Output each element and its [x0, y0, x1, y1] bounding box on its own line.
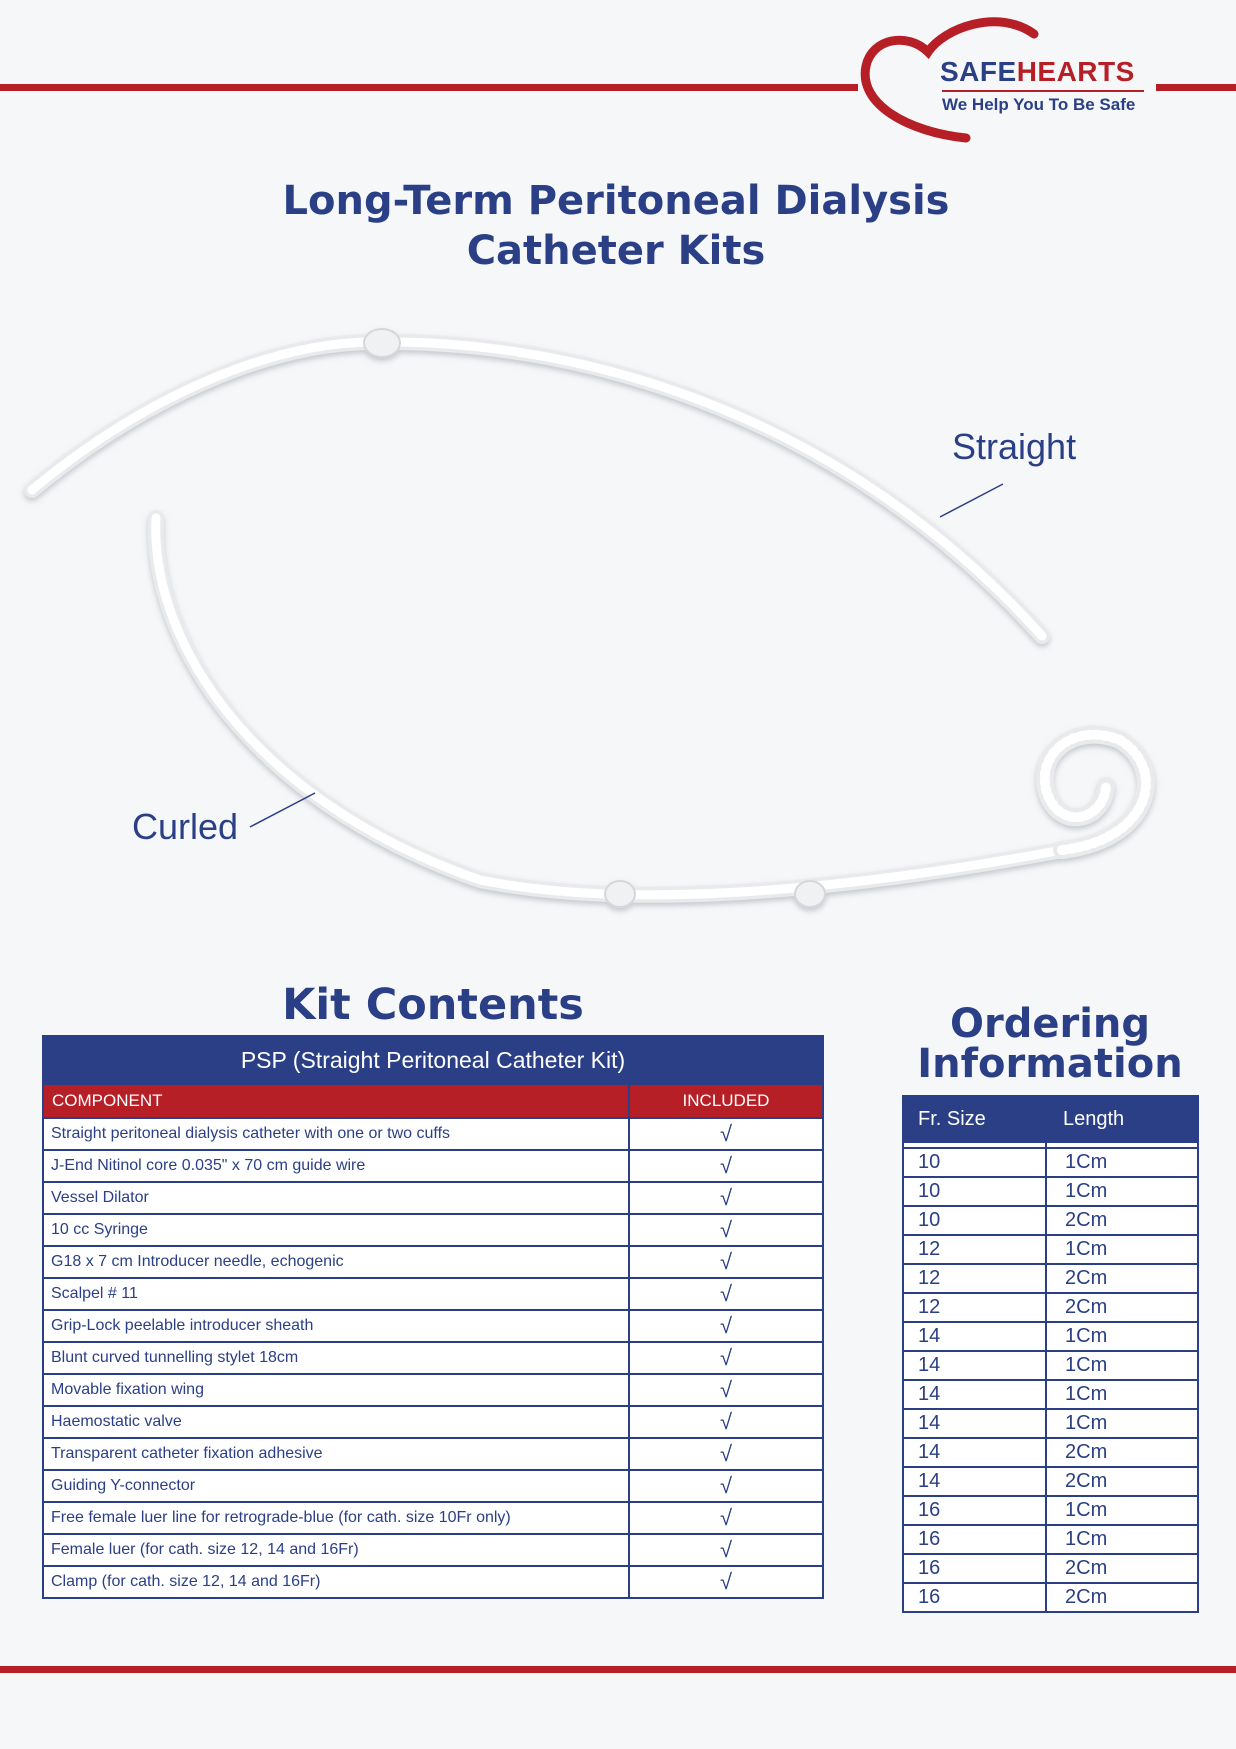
size-cell: 16: [903, 1583, 1046, 1612]
ordering-column-length: Length: [1046, 1096, 1198, 1142]
table-row: [43, 1566, 823, 1598]
title-line-2: Catheter Kits: [466, 228, 766, 274]
component-cell: Grip-Lock peelable introducer sheath: [43, 1310, 629, 1342]
table-row: [903, 1293, 1198, 1322]
table-row: [43, 1310, 823, 1342]
component-cell: Movable fixation wing: [43, 1374, 629, 1406]
table-row: [903, 1322, 1198, 1351]
length-cell: 2Cm: [1046, 1467, 1198, 1496]
table-row: [43, 1118, 823, 1150]
included-check-cell: √: [629, 1566, 823, 1598]
size-cell: 14: [903, 1438, 1046, 1467]
ordering-table: [902, 1095, 1199, 1613]
included-check-cell: √: [629, 1406, 823, 1438]
included-check-cell: √: [629, 1470, 823, 1502]
length-cell: 1Cm: [1046, 1525, 1198, 1554]
curled-catheter: [156, 518, 1146, 907]
kit-caption: PSP (Straight Peritoneal Catheter Kit): [43, 1036, 823, 1084]
table-row: [903, 1525, 1198, 1554]
ordering-heading: [900, 1001, 1200, 1087]
size-cell: 16: [903, 1496, 1046, 1525]
size-cell: 10: [903, 1206, 1046, 1235]
included-check-cell: √: [629, 1214, 823, 1246]
component-cell: Guiding Y-connector: [43, 1470, 629, 1502]
included-check-cell: √: [629, 1246, 823, 1278]
included-check-cell: √: [629, 1374, 823, 1406]
size-cell: 10: [903, 1177, 1046, 1206]
table-row: [43, 1406, 823, 1438]
table-row: [903, 1351, 1198, 1380]
size-cell: 14: [903, 1467, 1046, 1496]
kit-column-included: INCLUDED: [629, 1084, 823, 1118]
curled-pointer-line: [250, 793, 315, 827]
table-row: [903, 1206, 1198, 1235]
length-cell: 2Cm: [1046, 1206, 1198, 1235]
label-curled: Curled: [132, 806, 239, 847]
header-rule-right: [1156, 84, 1236, 91]
included-check-cell: √: [629, 1310, 823, 1342]
label-straight: Straight: [952, 426, 1077, 467]
table-row: [903, 1235, 1198, 1264]
length-cell: 1Cm: [1046, 1148, 1198, 1177]
length-cell: 2Cm: [1046, 1293, 1198, 1322]
length-cell: 1Cm: [1046, 1235, 1198, 1264]
component-cell: Free female luer line for retrograde-blue (for cath. size 10Fr only): [43, 1502, 629, 1534]
length-cell: 2Cm: [1046, 1438, 1198, 1467]
size-cell: 12: [903, 1235, 1046, 1264]
table-row: [903, 1467, 1198, 1496]
table-row: [43, 1278, 823, 1310]
length-cell: 2Cm: [1046, 1583, 1198, 1612]
table-row: [43, 1214, 823, 1246]
length-cell: 1Cm: [1046, 1351, 1198, 1380]
size-cell: 16: [903, 1525, 1046, 1554]
table-row: [903, 1380, 1198, 1409]
table-row: [903, 1264, 1198, 1293]
size-cell: 14: [903, 1409, 1046, 1438]
brand-divider: [942, 90, 1144, 92]
included-check-cell: √: [629, 1118, 823, 1150]
size-cell: 14: [903, 1380, 1046, 1409]
kit-contents-table: [42, 1035, 824, 1599]
included-check-cell: √: [629, 1534, 823, 1566]
page-title: [200, 176, 1032, 276]
table-row: [903, 1148, 1198, 1177]
table-row: [903, 1438, 1198, 1467]
component-cell: Transparent catheter fixation adhesive: [43, 1438, 629, 1470]
included-check-cell: √: [629, 1438, 823, 1470]
brand-name: SAFEHEARTS: [940, 56, 1135, 87]
table-row: [43, 1182, 823, 1214]
table-row: [43, 1150, 823, 1182]
table-row: [43, 1534, 823, 1566]
size-cell: 16: [903, 1554, 1046, 1583]
table-row: [43, 1374, 823, 1406]
component-cell: G18 x 7 cm Introducer needle, echogenic: [43, 1246, 629, 1278]
included-check-cell: √: [629, 1342, 823, 1374]
table-row: [903, 1409, 1198, 1438]
component-cell: J-End Nitinol core 0.035" x 70 cm guide wire: [43, 1150, 629, 1182]
straight-catheter: [32, 329, 1042, 636]
straight-pointer-line: [940, 484, 1003, 517]
size-cell: 12: [903, 1293, 1046, 1322]
length-cell: 2Cm: [1046, 1554, 1198, 1583]
component-cell: Scalpel # 11: [43, 1278, 629, 1310]
table-row: [43, 1246, 823, 1278]
length-cell: 1Cm: [1046, 1409, 1198, 1438]
table-row: [903, 1583, 1198, 1612]
component-cell: Female luer (for cath. size 12, 14 and 16Fr): [43, 1534, 629, 1566]
size-cell: 14: [903, 1322, 1046, 1351]
length-cell: 1Cm: [1046, 1322, 1198, 1351]
component-cell: Blunt curved tunnelling stylet 18cm: [43, 1342, 629, 1374]
component-cell: 10 cc Syringe: [43, 1214, 629, 1246]
included-check-cell: √: [629, 1150, 823, 1182]
component-cell: Clamp (for cath. size 12, 14 and 16Fr): [43, 1566, 629, 1598]
brand-tagline: We Help You To Be Safe: [942, 95, 1136, 114]
size-cell: 12: [903, 1264, 1046, 1293]
table-row: [903, 1496, 1198, 1525]
included-check-cell: √: [629, 1278, 823, 1310]
kit-contents-heading: Kit Contents: [282, 980, 584, 1030]
component-cell: Haemostatic valve: [43, 1406, 629, 1438]
length-cell: 1Cm: [1046, 1380, 1198, 1409]
length-cell: 2Cm: [1046, 1264, 1198, 1293]
included-check-cell: √: [629, 1182, 823, 1214]
component-cell: Vessel Dilator: [43, 1182, 629, 1214]
included-check-cell: √: [629, 1502, 823, 1534]
ordering-heading-line-2: Information: [917, 1041, 1183, 1087]
size-cell: 10: [903, 1148, 1046, 1177]
kit-column-component: COMPONENT: [43, 1084, 629, 1118]
table-row: [43, 1470, 823, 1502]
footer-rule: [0, 1666, 1236, 1673]
ordering-column-size: Fr. Size: [903, 1096, 1046, 1142]
length-cell: 1Cm: [1046, 1177, 1198, 1206]
length-cell: 1Cm: [1046, 1496, 1198, 1525]
title-line-1: Long-Term Peritoneal Dialysis: [282, 178, 950, 224]
table-row: [43, 1438, 823, 1470]
table-row: [903, 1554, 1198, 1583]
table-row: [43, 1502, 823, 1534]
header-rule-left: [0, 84, 858, 91]
component-cell: Straight peritoneal dialysis catheter with one or two cuffs: [43, 1118, 629, 1150]
table-row: [43, 1342, 823, 1374]
table-row: [903, 1177, 1198, 1206]
ordering-heading-line-1: Ordering: [949, 1001, 1151, 1047]
size-cell: 14: [903, 1351, 1046, 1380]
